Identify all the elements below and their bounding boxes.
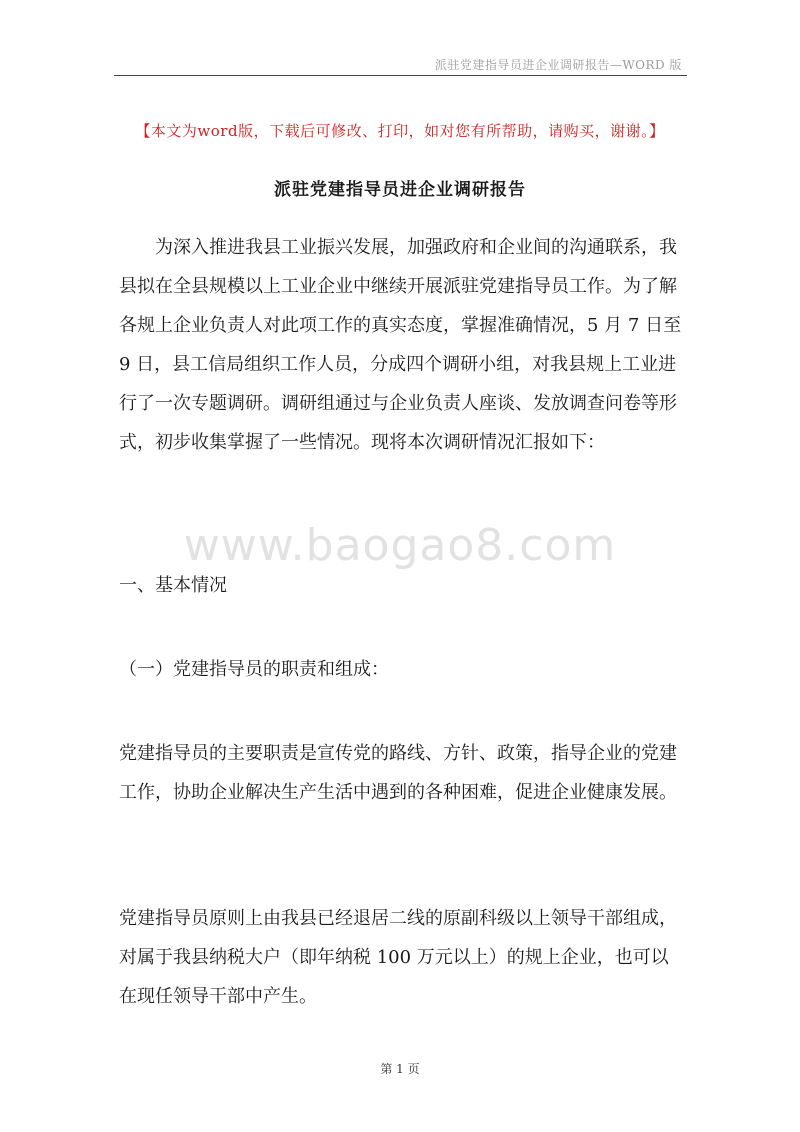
subsection-heading-duties: （一）党建指导员的职责和组成： bbox=[119, 659, 389, 680]
intro-paragraph: 为深入推进我县工业振兴发展，加强政府和企业间的沟通联系，我县拟在全县规模以上工业企业中继续开展派驻党建指导员工作。为了解各规上企业负责人对此项工作的真实态度，掌握准确情况，5 月 7 日至 9 日，县工信局组织工作人员，分成四个调研小组，对我县规上工业进行了一次专题调研。调研组通过与企业负责人座谈、发放调查问卷等形式，初步收集掌握了一些情况。现将本次调研情况汇报如下： bbox=[119, 237, 682, 453]
section-heading-basic-info: 一、基本情况 bbox=[119, 575, 227, 596]
site-watermark: www.baogao8.com bbox=[183, 520, 617, 571]
purchase-notice: 【本文为word版，下载后可修改、打印，如对您有所帮助，请购买，谢谢。】 bbox=[135, 122, 665, 140]
running-header: 派驻党建指导员进企业调研报告—WORD 版 bbox=[434, 58, 682, 72]
composition-paragraph: 党建指导员原则上由我县已经退居二线的原副科级以上领导干部组成，对属于我县纳税大户（即年纳税 100 万元以上）的规上企业，也可以在现任领导干部中产生。 bbox=[119, 908, 677, 1007]
document-title: 派驻党建指导员进企业调研报告 bbox=[274, 180, 526, 200]
page-number: 第 1 页 bbox=[380, 1062, 420, 1076]
duties-paragraph: 党建指导员的主要职责是宣传党的路线、方针、政策，指导企业的党建工作，协助企业解决生产生活中遇到的各种困难，促进企业健康发展。 bbox=[119, 743, 677, 803]
header-divider bbox=[114, 75, 687, 76]
